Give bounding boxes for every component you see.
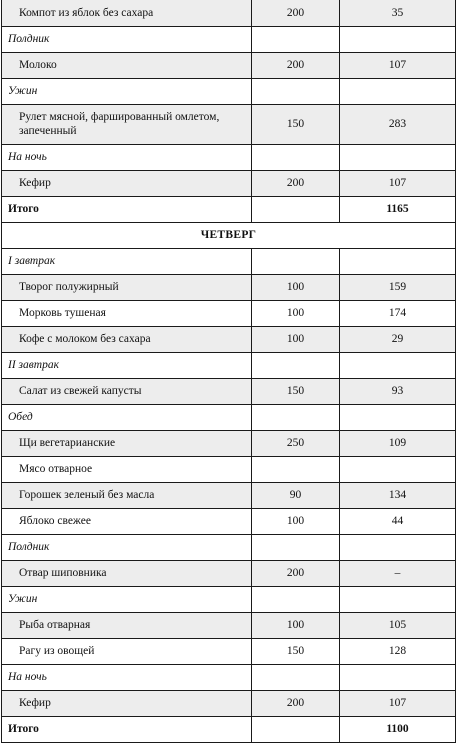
dish-name: Морковь тушеная	[2, 300, 252, 326]
table-row	[2, 326, 456, 352]
weight-cell	[252, 456, 340, 482]
total-row	[2, 716, 456, 742]
kcal-cell: 107	[340, 690, 456, 716]
table-row	[2, 170, 456, 196]
dish-name: Рагу из овощей	[2, 638, 252, 664]
meal-name: На ночь	[2, 144, 252, 170]
kcal-cell	[340, 78, 456, 104]
table-row	[2, 638, 456, 664]
table-row	[2, 274, 456, 300]
kcal-cell: 134	[340, 482, 456, 508]
kcal-cell	[340, 404, 456, 430]
table-row	[2, 690, 456, 716]
weight-cell: 200	[252, 0, 340, 26]
kcal-cell: 174	[340, 300, 456, 326]
dish-name: Рыба отварная	[2, 612, 252, 638]
meal-section-row	[2, 352, 456, 378]
weight-cell: 150	[252, 638, 340, 664]
dish-name: Кофе с молоком без сахара	[2, 326, 252, 352]
dish-name: Кефир	[2, 170, 252, 196]
weight-cell	[252, 144, 340, 170]
meal-section-row	[2, 404, 456, 430]
meal-section-row	[2, 586, 456, 612]
weight-cell	[252, 196, 340, 222]
kcal-cell	[340, 26, 456, 52]
meal-section-row	[2, 144, 456, 170]
meal-name: Полдник	[2, 26, 252, 52]
meal-name: II завтрак	[2, 352, 252, 378]
meal-name: Полдник	[2, 534, 252, 560]
meal-section-row	[2, 78, 456, 104]
table-row	[2, 0, 456, 26]
kcal-cell	[340, 248, 456, 274]
total-kcal: 1165	[340, 196, 456, 222]
kcal-cell	[340, 664, 456, 690]
dish-name: Молоко	[2, 52, 252, 78]
weight-cell	[252, 26, 340, 52]
kcal-cell	[340, 456, 456, 482]
kcal-cell: 29	[340, 326, 456, 352]
kcal-cell	[340, 586, 456, 612]
weight-cell	[252, 664, 340, 690]
kcal-cell	[340, 352, 456, 378]
table-row	[2, 104, 456, 144]
table-row	[2, 378, 456, 404]
kcal-cell: 105	[340, 612, 456, 638]
total-label: Итого	[2, 716, 252, 742]
total-kcal: 1100	[340, 716, 456, 742]
kcal-cell: 107	[340, 170, 456, 196]
table-row	[2, 300, 456, 326]
table-row	[2, 612, 456, 638]
table-row	[2, 560, 456, 586]
dish-name: Щи вегетарианские	[2, 430, 252, 456]
dish-name: Яблоко свежее	[2, 508, 252, 534]
meal-name: Ужин	[2, 586, 252, 612]
meal-section-row	[2, 248, 456, 274]
weight-cell: 100	[252, 300, 340, 326]
weight-cell: 150	[252, 378, 340, 404]
weight-cell: 90	[252, 482, 340, 508]
table-row	[2, 508, 456, 534]
weight-cell: 150	[252, 104, 340, 144]
kcal-cell: 128	[340, 638, 456, 664]
dish-name: Салат из свежей капусты	[2, 378, 252, 404]
menu-table	[1, 0, 456, 743]
weight-cell	[252, 78, 340, 104]
kcal-cell: 159	[340, 274, 456, 300]
weight-cell: 100	[252, 508, 340, 534]
menu-table-body	[2, 0, 456, 742]
dish-name: Рулет мясной, фаршированный омлетом, запеченный	[2, 104, 252, 144]
dish-name: Компот из яблок без сахара	[2, 0, 252, 26]
weight-cell: 200	[252, 560, 340, 586]
weight-cell	[252, 716, 340, 742]
weight-cell	[252, 352, 340, 378]
table-row	[2, 430, 456, 456]
day-name: ЧЕТВЕРГ	[2, 222, 456, 248]
meal-name: Обед	[2, 404, 252, 430]
weight-cell	[252, 248, 340, 274]
table-row	[2, 456, 456, 482]
weight-cell	[252, 404, 340, 430]
kcal-cell	[340, 534, 456, 560]
day-header-row	[2, 222, 456, 248]
kcal-cell: 93	[340, 378, 456, 404]
dish-name: Творог полужирный	[2, 274, 252, 300]
weight-cell: 100	[252, 612, 340, 638]
kcal-cell: 35	[340, 0, 456, 26]
weight-cell: 200	[252, 690, 340, 716]
table-row	[2, 52, 456, 78]
weight-cell: 100	[252, 274, 340, 300]
weight-cell: 100	[252, 326, 340, 352]
meal-name: I завтрак	[2, 248, 252, 274]
dish-name: Горошек зеленый без масла	[2, 482, 252, 508]
meal-section-row	[2, 664, 456, 690]
meal-section-row	[2, 26, 456, 52]
kcal-cell	[340, 144, 456, 170]
weight-cell: 200	[252, 170, 340, 196]
dish-name: Мясо отварное	[2, 456, 252, 482]
kcal-cell: –	[340, 560, 456, 586]
meal-section-row	[2, 534, 456, 560]
weight-cell	[252, 586, 340, 612]
kcal-cell: 283	[340, 104, 456, 144]
total-row	[2, 196, 456, 222]
meal-name: Ужин	[2, 78, 252, 104]
weight-cell: 250	[252, 430, 340, 456]
weight-cell	[252, 534, 340, 560]
dish-name: Отвар шиповника	[2, 560, 252, 586]
kcal-cell: 109	[340, 430, 456, 456]
dish-name: Кефир	[2, 690, 252, 716]
meal-name: На ночь	[2, 664, 252, 690]
kcal-cell: 107	[340, 52, 456, 78]
kcal-cell: 44	[340, 508, 456, 534]
weight-cell: 200	[252, 52, 340, 78]
table-row	[2, 482, 456, 508]
total-label: Итого	[2, 196, 252, 222]
